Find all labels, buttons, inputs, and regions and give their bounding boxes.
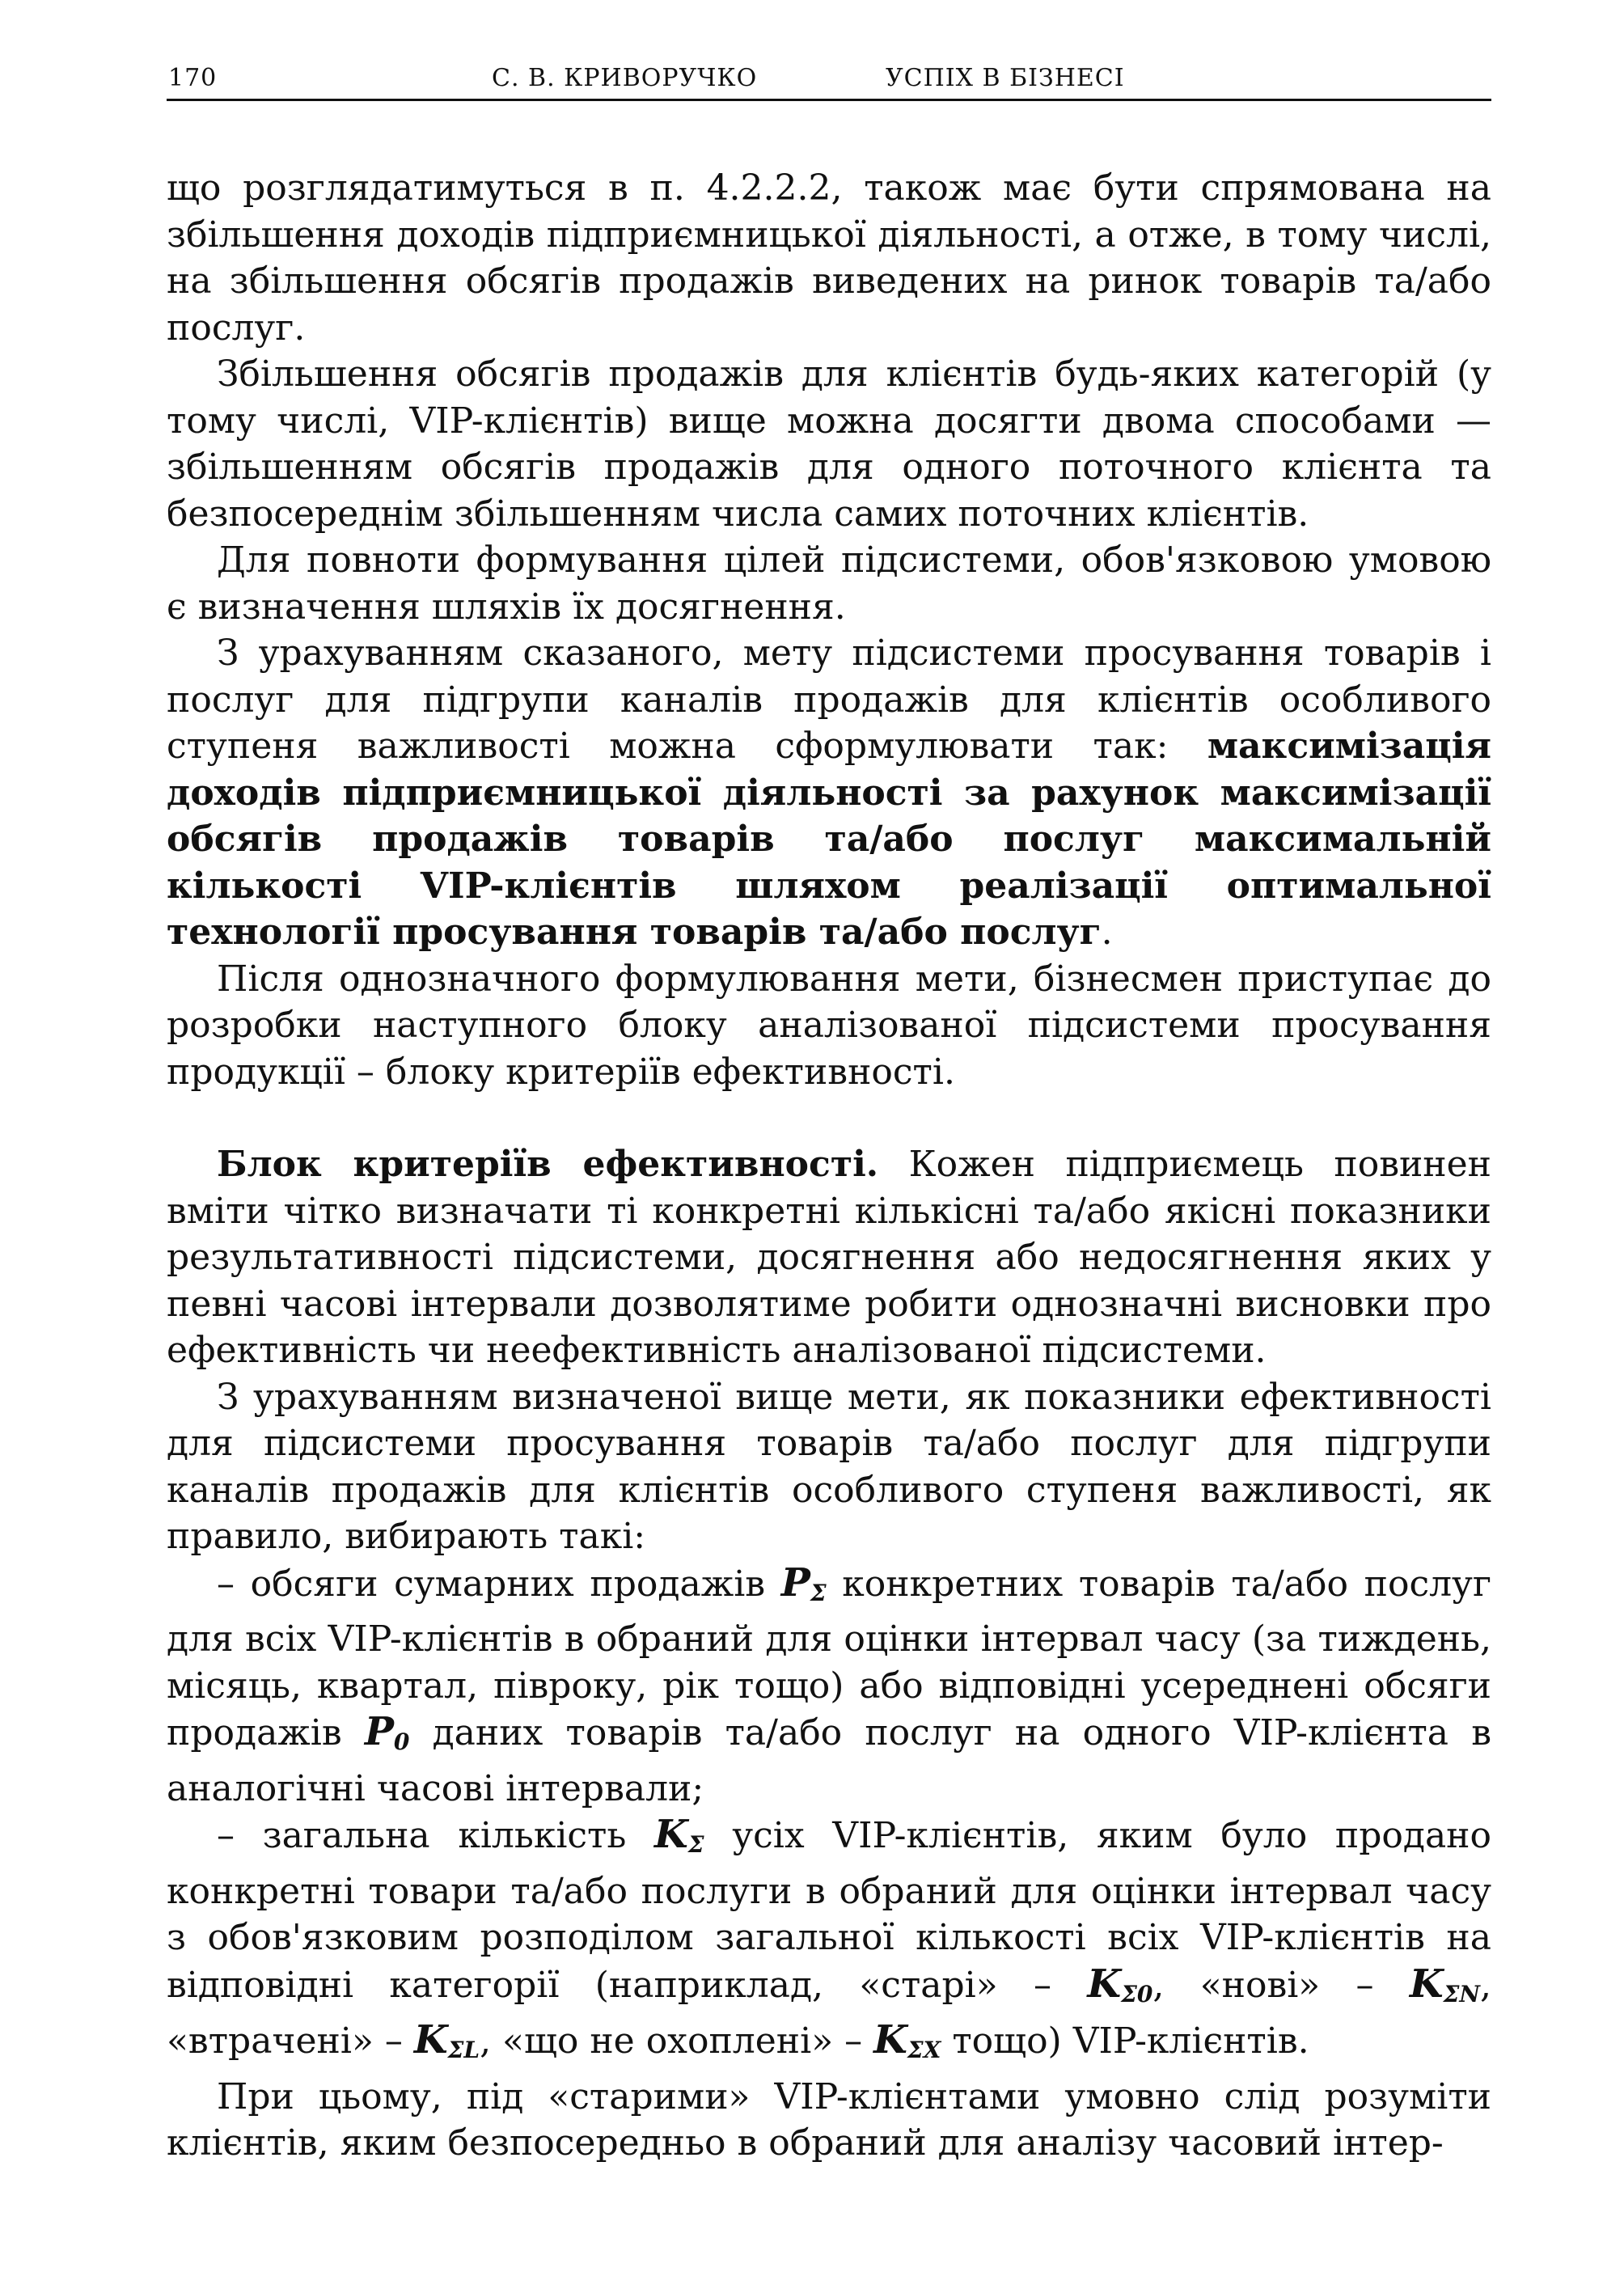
paragraph-5: Після однозначного формулювання мети, бізнесмен приступає до розробки наступного блоку аналізованої підсистеми просування продукції – блоку критеріїв ефективності. [167,958,1491,1093]
goal-statement-bold: максимізація доходів підприємницької діяльності за рахунок максимізації обсягів продажів товарів та/або послуг максимальній кількості VIP-клієнтів шляхом реалізації оптимальної технології просування товарів та/або послуг [167,726,1491,953]
symbol-base: K [1409,1961,1444,2007]
symbol-p-sum [781,1560,827,1606]
list-item-text: даних товарів та/або послуг на одного VIP-клієнта в аналогічні часові інтервали; [167,1712,1491,1809]
goal-end-punct: . [1101,912,1113,953]
page-number: 170 [168,64,218,92]
symbol-subscript: Σ [810,1579,827,1606]
list-item-text: тощо) VIP-клієнтів. [941,2020,1309,2062]
paragraph-criteria-block [167,1141,1491,1374]
list-item-text: конкретних товарів та/або послуг для всіх VIP-клієнтів в обраний для оцінки інтервал часу (за тиждень, місяць, квартал, півроку, рік тощо) або відповідні усереднені обсяги продажів [167,1563,1491,1754]
symbol-base: P [780,1559,810,1606]
list-item-text: усіх VIP-клієнтів, яким було продано конкретні товари та/або послуги в обраний для оцінки інтервал часу з обов'язковим розподілом загальної кількості всіх VIP-клієнтів на відповідні категорії (наприклад, «старі» – [167,1815,1491,2006]
list-item-text: , «що не охоплені» – [480,2020,874,2062]
symbol-p-zero [365,1709,410,1754]
paragraph-2: Збільшення обсягів продажів для клієнтів будь-яких категорій (у тому числі, VIP-клієнтів) вище можна досягти двома способами — збільшенням обсягів продажів для одного поточного клієнта та безпосереднім збільшенням числа самих поточних клієнтів. [167,353,1491,535]
symbol-base: P [364,1709,394,1754]
symbol-subscript: ΣN [1443,1980,1480,2007]
section-heading-criteria: Блок критеріїв ефективності. [217,1144,879,1185]
paragraph-10: При цьому, під «старими» VIP-клієнтами умовно слід розуміти клієнтів, яким безпосередньо в обраний для аналізу часовий інтер- [167,2075,1491,2164]
symbol-k-lost [414,2017,480,2062]
symbol-k-new [1410,1961,1480,2007]
list-item-text: – обсяги сумарних продажів [217,1563,781,1605]
running-header-title: УСПІХ В БІЗНЕСІ [886,64,1125,92]
body-text [167,165,1491,2167]
symbol-k-sum [654,1812,704,1857]
criteria-intro-text: Кожен підприємець повинен вміти чітко визначати ті конкретні кількісні та/або якісні показники результативності підсистеми, досягнення або недосягнення яких у певні часові інтервали дозволятиме робити однозначні висновки про ефективність чи неефективність аналізованої підсистеми. [167,1144,1492,1371]
running-header-author: С. В. КРИВОРУЧКО [492,64,758,92]
symbol-base: K [654,1812,688,1857]
list-item-text: , «нові» – [1152,1964,1410,2006]
paragraph-goal [167,630,1491,956]
running-header [167,57,1491,101]
list-item-text: – загальна кількість [217,1815,655,1856]
symbol-k-old [1087,1961,1152,2007]
symbol-base: K [413,2017,448,2062]
list-item-text: , «втрачені» – [167,1964,1491,2062]
symbol-subscript: ΣX [907,2037,941,2063]
paragraph-7: З урахуванням визначеної вище мети, як показники ефективності для підсистеми просування товарів та/або послуг для підгрупи каналів продажів для клієнтів особливого ступеня важливості, як правило, вибирають такі: [167,1376,1491,1557]
symbol-subscript: Σ [687,1831,704,1858]
symbol-base: K [873,2017,907,2062]
paragraph-1: що розглядатимуться в п. 4.2.2.2, також має бути спрямована на збільшення доходів підприємницької діяльності, а отже, в тому числі, на збільшення обсягів продажів виведених на ринок товарів та/або послуг. [167,167,1491,349]
symbol-base: K [1087,1961,1122,2007]
symbol-subscript: ΣL [447,2037,480,2063]
symbol-k-uncovered [873,2017,941,2062]
goal-intro-text: З урахуванням сказаного, мету підсистеми просування товарів і послуг для підгрупи каналів продажів для клієнтів особливого ступеня важливості можна сформулювати так: [167,632,1491,767]
symbol-subscript: Σ0 [1121,1980,1153,2007]
list-item-sales-volume [167,1560,1491,1813]
paragraph-3: Для повноти формування цілей підсистеми, обов'язковою умовою є визначення шляхів їх досягнення. [167,539,1491,628]
symbol-subscript: 0 [393,1728,410,1755]
list-item-client-count [167,1812,1491,2074]
